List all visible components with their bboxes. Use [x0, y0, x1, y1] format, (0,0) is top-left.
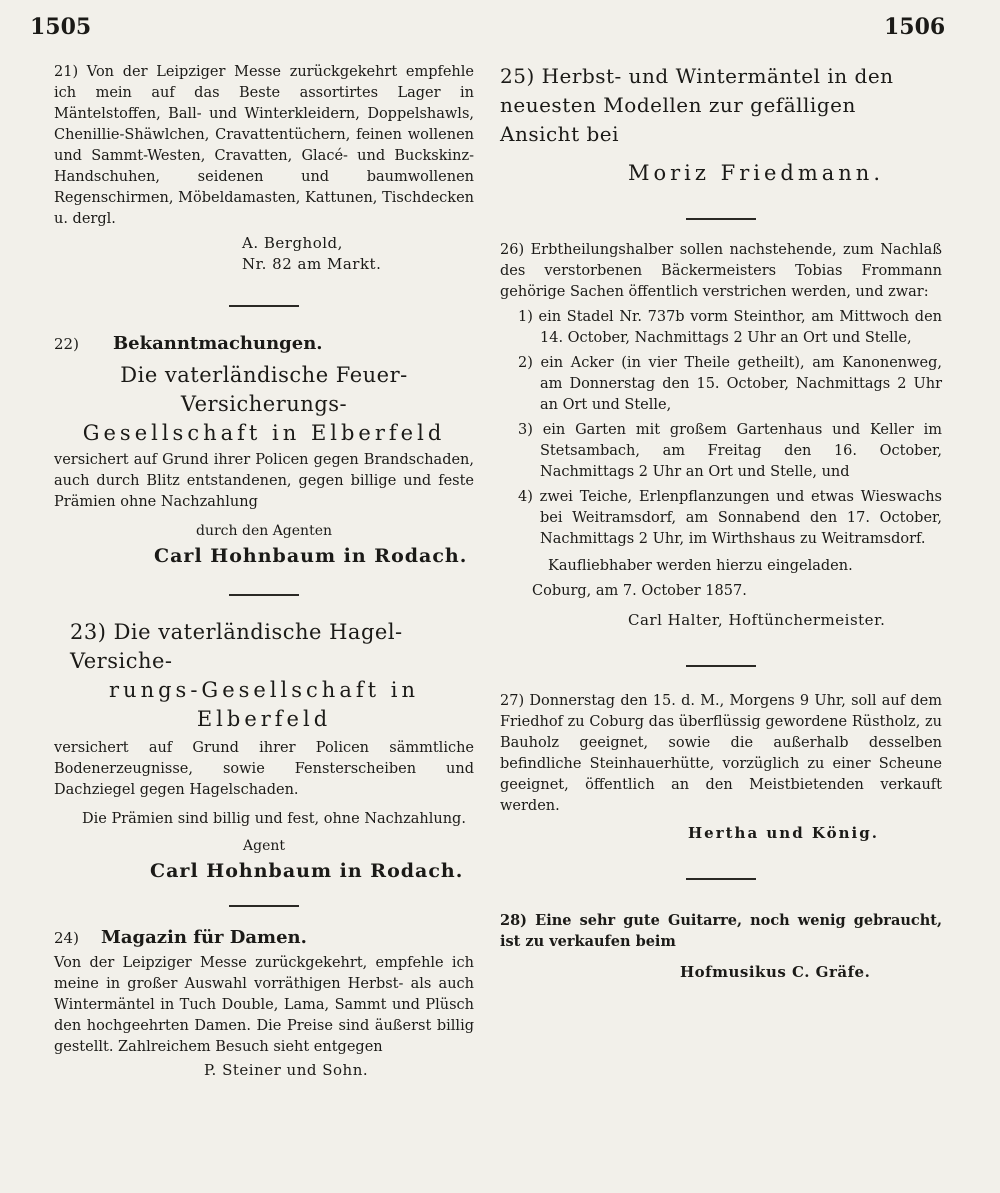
notice-22-agent: Carl Hohnbaum in Rodach. — [154, 545, 468, 567]
notice-21-text: 21) Von der Leipziger Messe zurückgekehrt empfehle ich mein auf das Beste assortirtes Lager in Mäntelstoffen, Ball- und Winterkleidern, Doppelshawls, Chenillie-Shäwlchen, Cravattentüchern, feinen wollenen und Sammt-Westen, Cravatten, Glacé- und Buckskinz-Handschuhen, seidenen und baumwollenen Regenschirmen, Möbeldamasten, Kattunen, Tischdecken u. dergl. — [54, 64, 474, 227]
notice-21-signature-address: Nr. 82 am Markt. — [242, 255, 382, 273]
notice-27-text: 27) Donnerstag den 15. d. M., Morgens 9 Uhr, soll auf dem Friedhof zu Coburg das überflüssig gewordene Rüstholz, zu Bauholz geeignet, sowie die außerhalb desselben befindliche Steinhauerhütte, vorzüglich zu einer Scheune geeignet, öffentlich an den Meistbietenden verkauft werden. — [500, 693, 942, 814]
notice-23 — [54, 618, 474, 885]
notice-23-text-2: Die Prämien sind billig und fest, ohne Nachzahlung. — [82, 811, 466, 827]
notice-26-item: 2) ein Acker (in vier Theile getheilt), am Kanonenweg, am Donnerstag den 15. October, Nachmittags 2 Uhr an Ort und Stelle, — [518, 355, 942, 413]
page-number-left: 1505 — [30, 14, 92, 40]
notice-22-via-agent: durch den Agenten — [196, 523, 332, 539]
notice-23-title-line2: rungs-Gesellschaft in Elberfeld — [109, 678, 419, 731]
notice-21 — [54, 62, 474, 275]
page-number-right: 1506 — [884, 14, 946, 40]
notice-22 — [54, 331, 474, 570]
notice-28-signature: Hofmusikus C. Gräfe. — [680, 963, 871, 981]
notice-24-text: Von der Leipziger Messe zurückgekehrt, empfehle ich meine in großer Auswahl vorräthigen Herbst- als auch Wintermäntel in Tuch Double, Lama, Sammt und Plüsch den hochgeehrten Damen. Die Preise sind äußerst billig gestellt. Zahlreichem Besuch sieht entgegen — [54, 955, 474, 1055]
notice-23-agent: Carl Hohnbaum in Rodach. — [150, 860, 464, 882]
notice-24-signature: P. Steiner und Sohn. — [204, 1061, 369, 1079]
notice-24 — [54, 925, 474, 1081]
notice-22-heading: Bekanntmachungen. — [112, 333, 323, 354]
notice-26-item: 3) ein Garten mit großem Gartenhaus und Keller im Stetsambach, am Freitag den 16. October, Nachmittags 2 Uhr an Ort und Stelle, und — [518, 422, 942, 480]
notice-23-title-line1: 23) Die vaterländische Hagel-Versiche- — [70, 620, 403, 673]
notice-28 — [500, 910, 942, 983]
notice-22-number: 22) — [54, 335, 79, 353]
notice-21-signature-name: A. Berghold, — [242, 234, 343, 252]
notice-26-date: Coburg, am 7. October 1857. — [532, 583, 747, 599]
notice-24-number: 24) — [54, 929, 79, 947]
notice-22-title-line2: Gesellschaft in Elberfeld — [82, 421, 446, 445]
notice-24-heading: Magazin für Damen. — [100, 927, 307, 948]
notice-26-closing: Kaufliebhaber werden hierzu eingeladen. — [548, 558, 853, 574]
notice-27-signature: Hertha und König. — [688, 824, 879, 842]
notice-26 — [500, 240, 942, 631]
notice-28-text: 28) Eine sehr gute Guitarre, noch wenig gebraucht, ist zu verkaufen beim — [500, 912, 942, 950]
notice-26-signature: Carl Halter, Hoftünchermeister. — [628, 611, 886, 629]
notice-25-signature: Moriz Friedmann. — [628, 161, 884, 185]
notice-27 — [500, 691, 942, 844]
notice-23-text: versichert auf Grund ihrer Policen sämmtliche Bodenerzeugnisse, sowie Fensterscheiben und Dachziegel gegen Hagelschaden. — [54, 740, 474, 798]
notice-23-agent-label: Agent — [243, 838, 285, 854]
notice-22-title-line1: Die vaterländische Feuer-Versicherungs- — [120, 363, 408, 416]
notice-26-intro: 26) Erbtheilungshalber sollen nachstehende, zum Nachlaß des verstorbenen Bäckermeisters Tobias Frommann gehörige Sachen öffentlich verstrichen werden, und zwar: — [500, 242, 942, 300]
notice-26-item: 4) zwei Teiche, Erlenpflanzungen und etwas Wieswachs bei Weitramsdorf, am Sonnabend den 17. October, Nachmittags 2 Uhr, im Wirthshaus zu Weitramsdorf. — [518, 489, 942, 547]
left-column — [54, 62, 474, 1081]
notice-25-text: 25) Herbst- und Wintermäntel in den neuesten Modellen zur gefälligen Ansicht bei — [500, 64, 894, 146]
notice-26-item: 1) ein Stadel Nr. 737b vorm Steinthor, am Mittwoch den 14. October, Nachmittags 2 Uhr an Ort und Stelle, — [518, 309, 942, 346]
notice-25 — [500, 62, 942, 188]
right-column — [500, 62, 942, 983]
notice-22-text: versichert auf Grund ihrer Policen gegen Brandschaden, auch durch Blitz entstandenen, gegen billige und feste Prämien ohne Nachzahlung — [54, 452, 474, 510]
